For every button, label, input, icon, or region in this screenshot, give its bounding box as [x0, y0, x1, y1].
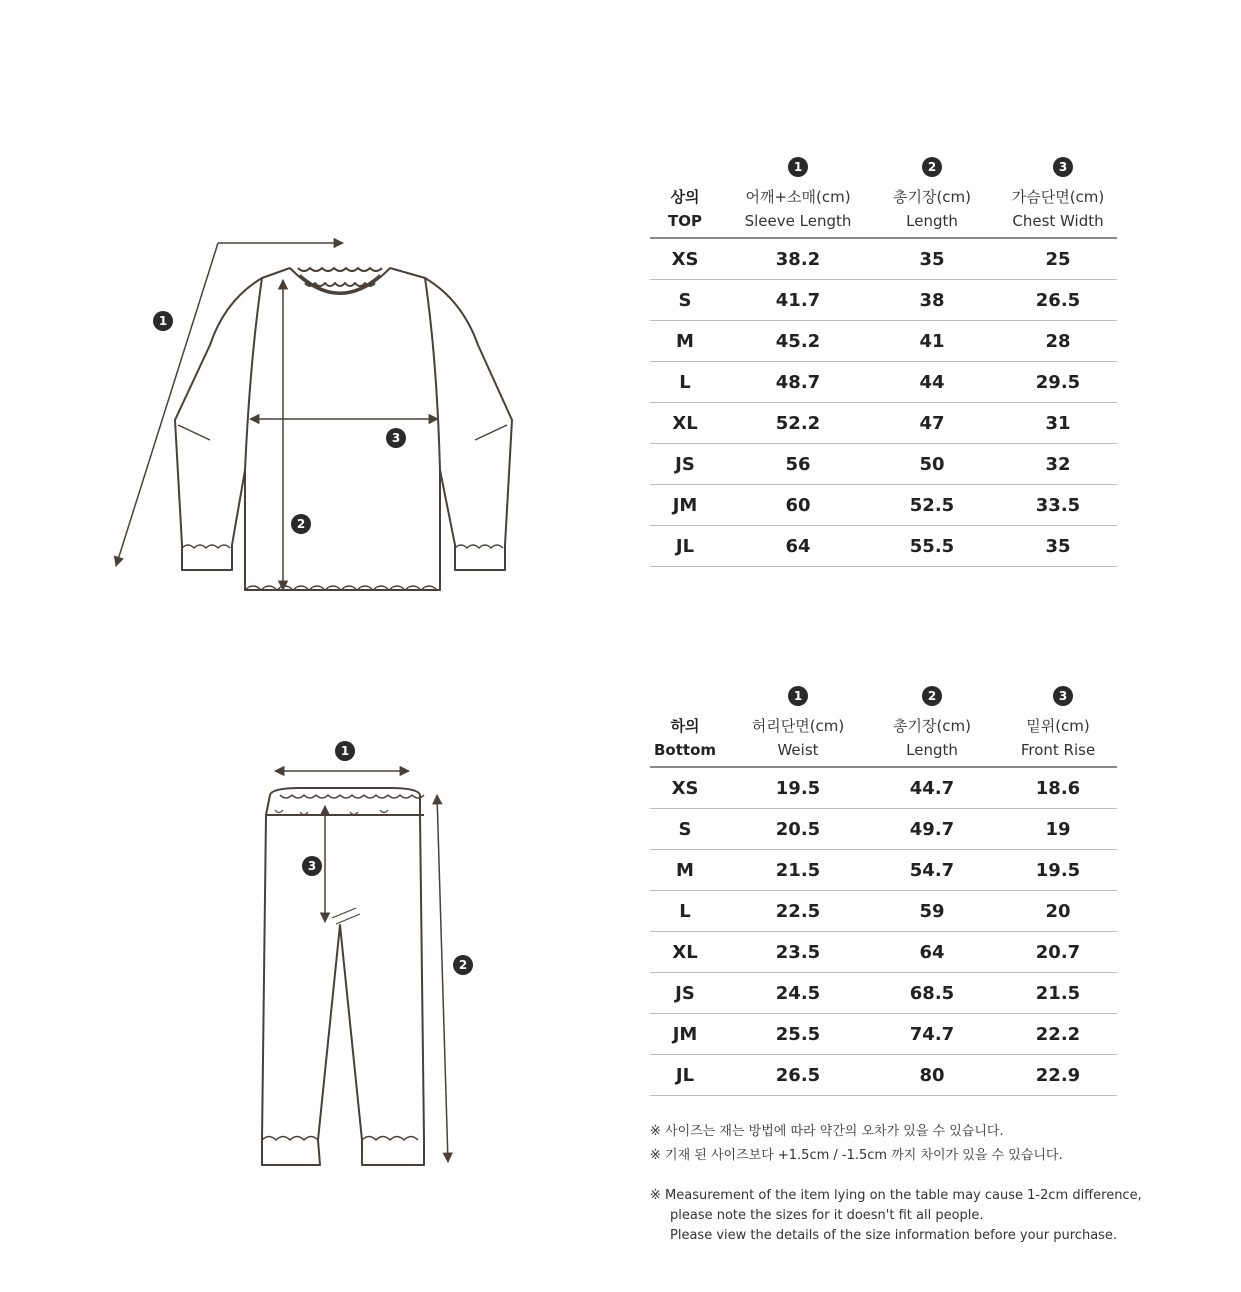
- cell: 31: [1045, 413, 1071, 434]
- note-line: please note the sizes for it doesn't fit all people.: [670, 1208, 984, 1223]
- table-row: [650, 768, 1117, 809]
- cell: 33.5: [1035, 495, 1081, 516]
- top-table-markers: [650, 157, 1117, 181]
- cell: 45.2: [775, 331, 821, 352]
- top-header-sleeve: [728, 185, 868, 233]
- size-label: JS: [675, 454, 695, 475]
- bottom-header-category: [650, 714, 720, 762]
- cell: 52.5: [909, 495, 955, 516]
- table-row: [650, 1014, 1117, 1055]
- top-measure-arrows: [116, 243, 438, 590]
- cell: 35: [919, 249, 945, 270]
- cell: 80: [919, 1065, 945, 1086]
- cell: 35: [1045, 536, 1071, 557]
- bottom-size-table: [650, 686, 1117, 1096]
- size-label: JM: [672, 1024, 698, 1045]
- header-eng: Length: [906, 741, 958, 759]
- table-row: [650, 526, 1117, 567]
- cell: 20: [1045, 901, 1071, 922]
- size-label: M: [676, 860, 694, 881]
- header-kor: 가슴단면(cm): [1011, 188, 1105, 206]
- header-eng: Front Rise: [1020, 741, 1096, 759]
- size-label: JS: [675, 983, 695, 1004]
- table-row: [650, 932, 1117, 973]
- table-row: [650, 444, 1117, 485]
- cell: 20.7: [1035, 942, 1081, 963]
- cell: 49.7: [909, 819, 955, 840]
- note-line: ※ Measurement of the item lying on the table may cause 1-2cm difference,: [650, 1188, 1142, 1203]
- bottom-header-length: [872, 714, 992, 762]
- size-label: XL: [672, 413, 698, 434]
- cell: 59: [919, 901, 945, 922]
- cell: 38: [919, 290, 945, 311]
- cell: 21.5: [1035, 983, 1081, 1004]
- header-kor: 총기장(cm): [892, 717, 972, 735]
- size-label: S: [678, 819, 692, 840]
- top-size-table: [650, 157, 1117, 567]
- size-label: XS: [671, 778, 699, 799]
- cell: 18.6: [1035, 778, 1081, 799]
- bottom-header-waist: [728, 714, 868, 762]
- table-row: [650, 403, 1117, 444]
- cell: 22.5: [775, 901, 821, 922]
- top-col-marker-2: 2: [922, 157, 942, 177]
- top-col-marker-3: 3: [1053, 157, 1073, 177]
- bottom-marker-length: 2: [453, 955, 473, 975]
- cell: 64: [785, 536, 811, 557]
- size-label: JM: [672, 495, 698, 516]
- cell: 28: [1045, 331, 1071, 352]
- table-row: [650, 850, 1117, 891]
- note-line: ※ 사이즈는 재는 방법에 따라 약간의 오차가 있을 수 있습니다.: [650, 1124, 1004, 1139]
- bottom-col-marker-1: 1: [788, 686, 808, 706]
- size-label: JL: [675, 1065, 695, 1086]
- cell: 22.9: [1035, 1065, 1081, 1086]
- header-kor: 하의: [670, 717, 700, 735]
- size-label: L: [679, 901, 691, 922]
- size-label: XL: [672, 942, 698, 963]
- cell: 56: [785, 454, 811, 475]
- table-row: [650, 321, 1117, 362]
- cell: 68.5: [909, 983, 955, 1004]
- top-header-length: [872, 185, 992, 233]
- cell: 52.2: [775, 413, 821, 434]
- cell: 55.5: [909, 536, 955, 557]
- cell: 60: [785, 495, 811, 516]
- bottom-table-header: [650, 710, 1117, 768]
- cell: 19.5: [775, 778, 821, 799]
- cell: 32: [1045, 454, 1071, 475]
- cell: 25: [1045, 249, 1071, 270]
- top-marker-length: 2: [291, 514, 311, 534]
- cell: 74.7: [909, 1024, 955, 1045]
- cell: 24.5: [775, 983, 821, 1004]
- table-row: [650, 891, 1117, 932]
- header-eng: TOP: [668, 212, 702, 230]
- top-marker-chest: 3: [386, 428, 406, 448]
- table-row: [650, 485, 1117, 526]
- cell: 25.5: [775, 1024, 821, 1045]
- english-notes: [650, 1186, 1142, 1246]
- cell: 47: [919, 413, 945, 434]
- cell: 26.5: [1035, 290, 1081, 311]
- bottom-marker-waist: 1: [335, 741, 355, 761]
- cell: 64: [919, 942, 945, 963]
- size-label: L: [679, 372, 691, 393]
- cell: 20.5: [775, 819, 821, 840]
- top-header-category: [650, 185, 720, 233]
- header-kor: 총기장(cm): [892, 188, 972, 206]
- top-col-marker-1: 1: [788, 157, 808, 177]
- korean-notes: [650, 1122, 1063, 1166]
- size-label: XS: [671, 249, 699, 270]
- bottom-table-markers: [650, 686, 1117, 710]
- note-line: Please view the details of the size information before your purchase.: [670, 1228, 1118, 1243]
- cell: 21.5: [775, 860, 821, 881]
- header-eng: Length: [906, 212, 958, 230]
- cell: 22.2: [1035, 1024, 1081, 1045]
- cell: 41.7: [775, 290, 821, 311]
- cell: 19: [1045, 819, 1071, 840]
- cell: 44.7: [909, 778, 955, 799]
- top-table-header: [650, 181, 1117, 239]
- cell: 54.7: [909, 860, 955, 881]
- size-label: M: [676, 331, 694, 352]
- cell: 38.2: [775, 249, 821, 270]
- bottom-col-marker-3: 3: [1053, 686, 1073, 706]
- table-row: [650, 362, 1117, 403]
- cell: 44: [919, 372, 945, 393]
- table-row: [650, 973, 1117, 1014]
- top-garment-drawing: [175, 268, 512, 590]
- cell: 41: [919, 331, 945, 352]
- bottom-garment-drawing: [262, 788, 424, 1165]
- top-marker-sleeve: 1: [153, 311, 173, 331]
- header-kor: 어깨+소매(cm): [745, 188, 851, 206]
- bottom-header-rise: [998, 714, 1118, 762]
- table-row: [650, 280, 1117, 321]
- table-row: [650, 1055, 1117, 1096]
- header-eng: Chest Width: [1012, 212, 1104, 230]
- note-line: ※ 기재 된 사이즈보다 +1.5cm / -1.5cm 까지 차이가 있을 수 있습니다.: [650, 1148, 1063, 1163]
- cell: 48.7: [775, 372, 821, 393]
- size-label: S: [678, 290, 692, 311]
- header-kor: 밑위(cm): [1026, 717, 1090, 735]
- header-eng: Weist: [777, 741, 819, 759]
- table-row: [650, 809, 1117, 850]
- cell: 23.5: [775, 942, 821, 963]
- bottom-marker-rise: 3: [302, 856, 322, 876]
- header-eng: Sleeve Length: [744, 212, 852, 230]
- table-row: [650, 239, 1117, 280]
- cell: 26.5: [775, 1065, 821, 1086]
- header-eng: Bottom: [653, 741, 716, 759]
- cell: 29.5: [1035, 372, 1081, 393]
- size-label: JL: [675, 536, 695, 557]
- bottom-col-marker-2: 2: [922, 686, 942, 706]
- top-header-chest: [998, 185, 1118, 233]
- cell: 50: [919, 454, 945, 475]
- header-kor: 상의: [670, 188, 700, 206]
- header-kor: 허리단면(cm): [751, 717, 845, 735]
- cell: 19.5: [1035, 860, 1081, 881]
